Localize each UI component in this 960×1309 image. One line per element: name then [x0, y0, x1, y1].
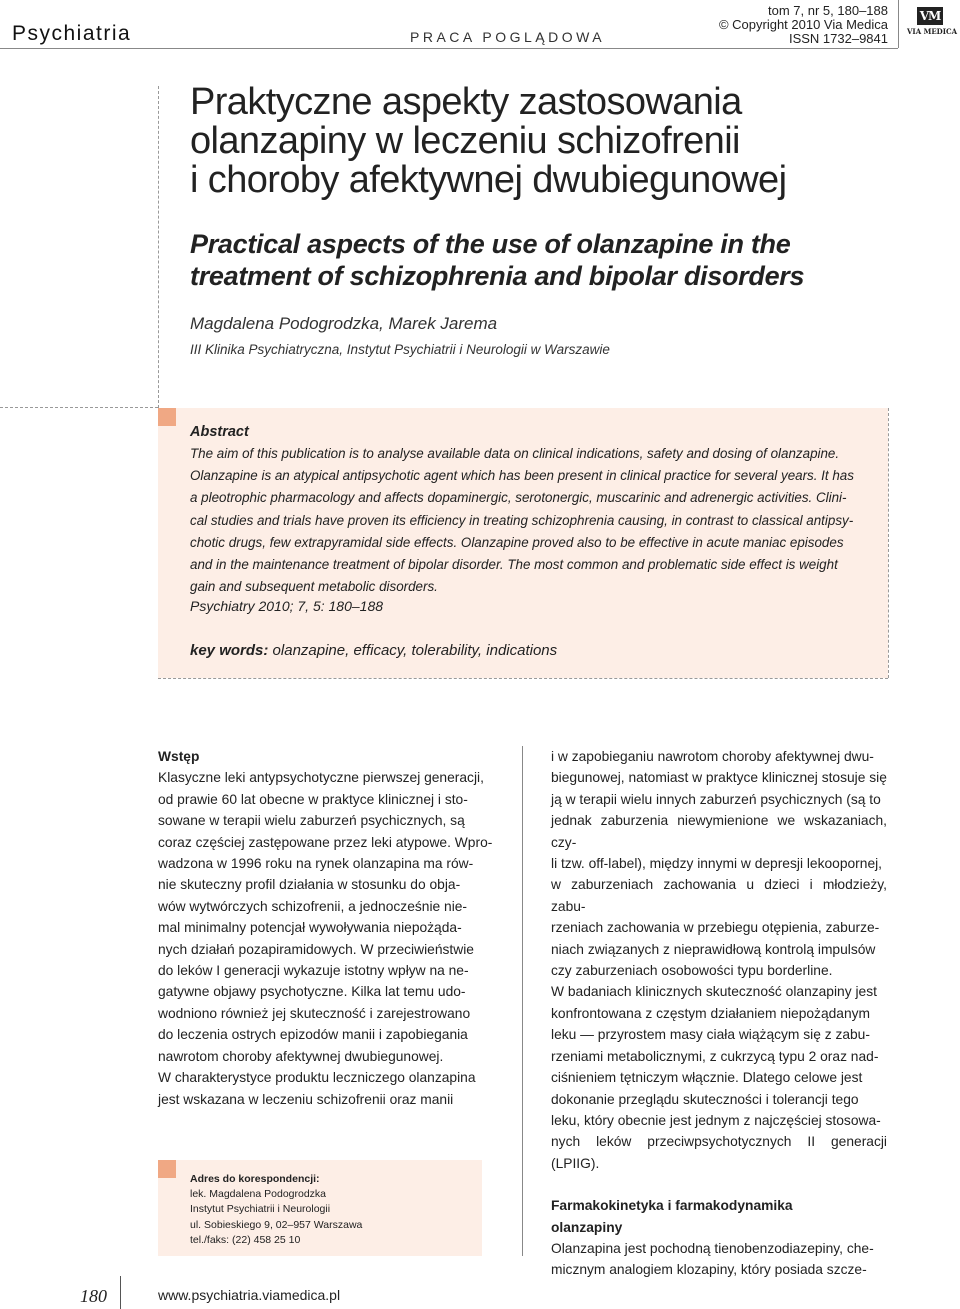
abstract-line: a pleotrophic pharmacology and affects dopaminergic, serotonergic, muscarinic and adrenergic activities. Clini- [190, 490, 847, 506]
keywords-list: olanzapine, efficacy, tolerability, indications [272, 642, 558, 659]
body-line: wów wytwórczych schizofrenii, a jednocześnie nie- [158, 898, 468, 914]
body-line: niach związanych z nieprawidłową kontrolą impulsów [551, 941, 876, 957]
body-line: wadzona w 1996 roku na rynek olanzapina ma rów- [158, 856, 474, 872]
citation: Psychiatry 2010; 7, 5: 180–188 [190, 598, 384, 614]
margin-guide-vertical [158, 86, 159, 408]
abstract-box-edge [888, 408, 889, 678]
keywords [190, 642, 557, 659]
journal-url[interactable]: www.psychiatria.viamedica.pl [158, 1287, 341, 1303]
section-heading-introduction: Wstęp [158, 749, 200, 764]
body-line: micznym analogiem klozapiny, który posiada szcze- [551, 1262, 867, 1278]
body-line: coraz częściej zastępowane przez leki atypowe. Wpro- [158, 834, 493, 850]
header-divider [0, 48, 898, 49]
abstract-heading: Abstract [190, 424, 249, 440]
page-number: 180 [80, 1286, 107, 1306]
body-line: Klasyczne leki antypsychotyczne pierwszej generacji, [158, 770, 484, 786]
body-column-left [158, 746, 496, 1110]
authors: Magdalena Podogrodzka, Marek Jarema [190, 314, 498, 333]
abstract-line: Olanzapine is an atypical antipsychotic agent which has been present in clinical practice for several years. It has [190, 468, 854, 484]
title-line: Praktyczne aspekty zastosowania [190, 81, 742, 123]
correspondence-line: ul. Sobieskiego 9, 02–957 Warszawa [190, 1218, 363, 1231]
body-line: gatywne objawy psychotyczne. Kilka lat temu udo- [158, 984, 466, 1000]
body-column-right [551, 746, 887, 1281]
abstract-text [190, 443, 875, 598]
abstract-line: chotic drugs, few extrapyramidal side effects. Olanzapine proved also to be effective in acute maniac episodes [190, 534, 844, 550]
body-line: wodniono również jej skuteczność i zarejestrowano [158, 1005, 471, 1021]
body-line: nawrotom choroby afektywnej dwubiegunowej. [158, 1048, 444, 1064]
via-medica-logo [907, 7, 958, 37]
margin-guide-horizontal [0, 407, 158, 408]
keywords-divider-bottom [158, 678, 888, 679]
body-line: w zaburzeniach zachowania u dzieci i młodzieży, zabu- [551, 877, 887, 914]
column-divider [522, 746, 523, 1256]
volume-info: tom 7, nr 5, 180–188 [768, 3, 888, 18]
body-line: biegunowej, natomiast w praktyce klinicznej stosuje się [551, 770, 887, 786]
body-line: li tzw. off-label), między innymi w depresji lekoopornej, [551, 856, 883, 872]
body-line: leku — przyrostem masy ciała wiążącym się z zabu- [551, 1027, 870, 1043]
body-line: W badaniach klinicznych skuteczność olanzapiny jest [551, 984, 877, 1000]
body-line: czy zaburzeniach osobowości typu borderline. [551, 963, 833, 979]
correspondence-marker [158, 1160, 176, 1178]
abstract-line: gain and subsequent metabolic disorders. [190, 579, 438, 595]
body-line: rzeniach zachowania w przebiegu otępienia, zaburze- [551, 920, 880, 936]
body-line: jednak zaburzenia niewymienione we wskazaniach, czy- [551, 813, 887, 850]
publication-info [719, 4, 888, 46]
footer-divider [120, 1276, 121, 1309]
correspondence-text [190, 1172, 362, 1248]
affiliation: III Klinika Psychiatryczna, Instytut Psychiatrii i Neurologii w Warszawie [190, 342, 610, 357]
abstract-line: cal studies and trials have proven its efficiency in treating schizophrenia causing, in contrast to classical antipsy- [190, 512, 854, 528]
body-line: nie skuteczny profil działania w stosunku do obja- [158, 877, 461, 893]
body-line: nych działań pozapiramidowych. W przeciwieństwie [158, 941, 474, 957]
body-line: W charakterystyce produktu leczniczego olanzapina [158, 1070, 476, 1086]
article-type-label: PRACA POGLĄDOWA [410, 29, 606, 45]
section-heading-pharmacology: Farmakokinetyka i farmakodynamika [551, 1198, 793, 1214]
body-line: konfrontowana z częstym działaniem niepożądanym [551, 1005, 871, 1021]
body-line: sowane w terapii wielu zaburzeń psychicznych, są [158, 813, 465, 829]
correspondence-line: tel./faks: (22) 458 25 10 [190, 1233, 301, 1246]
journal-title: Psychiatria [12, 22, 132, 45]
abstract-line: and in the maintenance treatment of bipolar disorder. The most common and problematic side effect is weight [190, 557, 838, 573]
correspondence-line: lek. Magdalena Podogrodzka [190, 1188, 327, 1201]
title-line: Practical aspects of the use of olanzapine in the [190, 229, 791, 259]
body-line: jest wskazana w leczeniu schizofrenii oraz manii [158, 1091, 454, 1107]
issn-info: ISSN 1732–9841 [788, 31, 888, 46]
copyright-info: © Copyright 2010 Via Medica [718, 17, 888, 32]
body-line: nych leków przeciwpsychotycznych II generacji (LPIIG). [551, 1134, 887, 1171]
body-line: Olanzapina jest pochodną tienobenzodiazepiny, che- [551, 1240, 874, 1256]
title-line: treatment of schizophrenia and bipolar disorders [190, 261, 805, 291]
abstract-marker [158, 408, 176, 426]
body-line: ją w terapii wielu innych zaburzeń psychicznych (są to [551, 791, 881, 807]
section-heading-pharmacology: olanzapiny [551, 1219, 623, 1235]
paragraph-gap [551, 1174, 887, 1195]
body-line: ciśnieniem tętniczym włącznie. Dlatego celowe jest [551, 1070, 863, 1086]
body-line: dokonanie przeglądu skuteczności i tolerancji tego [551, 1091, 859, 1107]
keywords-label: key words: [190, 642, 269, 659]
logo-mark: VM [917, 7, 943, 25]
title-english [190, 228, 804, 292]
abstract-line: The aim of this publication is to analyse available data on clinical indications, safety and dosing of olanzapine. [190, 446, 840, 461]
logo-name: VIA MEDICA [907, 27, 958, 36]
body-line: do leczenia ostrych epizodów manii i zapobiegania [158, 1027, 468, 1043]
body-line: leku, który obecnie jest jednym z najczęściej stosowa- [551, 1112, 881, 1128]
correspondence-line: Instytut Psychiatrii i Neurologii [190, 1203, 331, 1216]
body-line: do leków I generacji wykazuje istotny wpływ na ne- [158, 963, 469, 979]
title-line: i choroby afektywnej dwubiegunowej [190, 159, 787, 201]
body-line: mal minimalny potencjał wywoływania niepożąda- [158, 920, 462, 936]
title-polish [190, 83, 786, 200]
body-line: rzeniami metabolicznymi, z cukrzycą typu 2 oraz nad- [551, 1048, 879, 1064]
title-line: olanzapiny w leczeniu schizofrenii [190, 120, 740, 162]
correspondence-heading: Adres do korespondencji: [190, 1173, 320, 1185]
body-line: i w zapobieganiu nawrotom choroby afektywnej dwu- [551, 749, 874, 764]
header-vertical-divider [898, 0, 899, 48]
body-line: od prawie 60 lat obecne w praktyce klinicznej i sto- [158, 791, 468, 807]
